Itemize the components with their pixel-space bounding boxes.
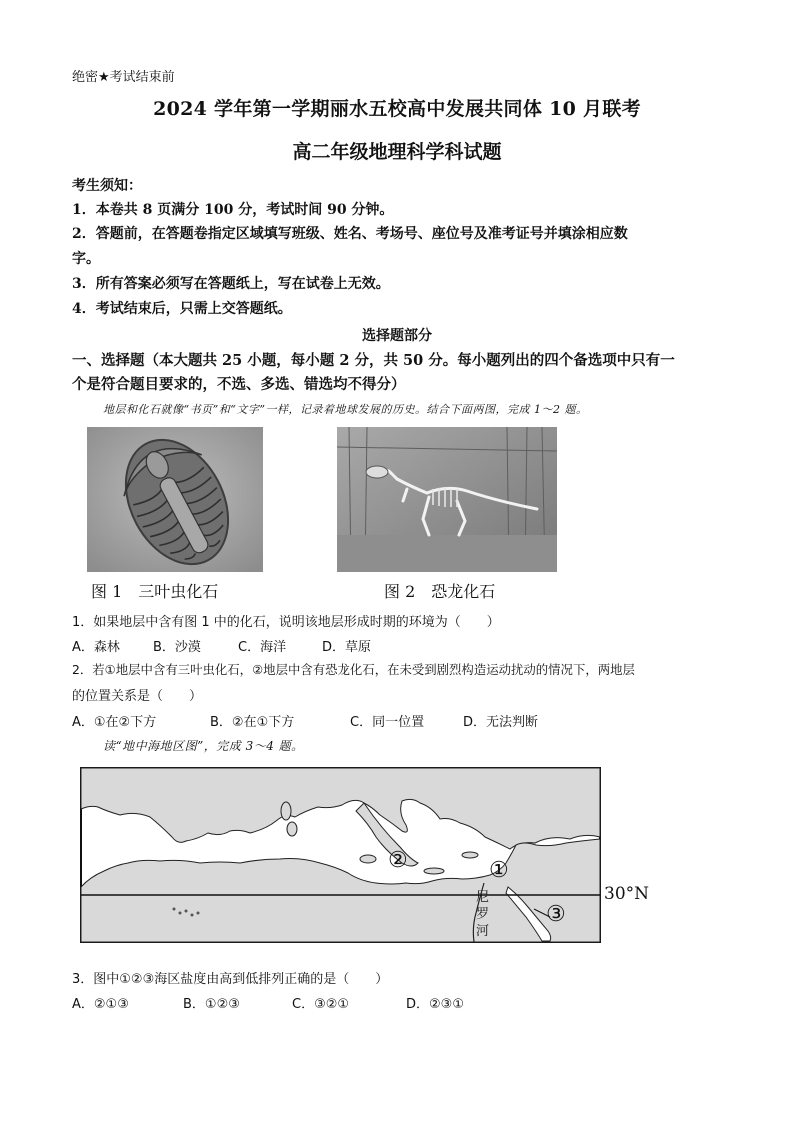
q3-option-b: B．①②③ — [183, 997, 240, 1012]
intro-q1-2: 地层和化石就像“书页”和“文字”一样，记录着地球发展的历史。结合下面两图，完成 1～2 题。 — [103, 403, 588, 416]
nile-char-2: 罗 — [476, 907, 490, 922]
notice-item-1: 1．本卷共 8 页满分 100 分，考试时间 90 分钟。 — [72, 202, 394, 218]
q1-option-c: C．海洋 — [238, 640, 287, 655]
section-title: 选择题部分 — [362, 328, 432, 344]
q1-option-a: A．森林 — [72, 640, 120, 655]
fig2-caption: 图 2 恐龙化石 — [384, 582, 496, 601]
q3-stem: 3．图中①②③海区盐度由高到低排列正确的是（ ） — [72, 972, 389, 987]
q2-option-a: A．①在②下方 — [72, 715, 157, 730]
q2-option-b: B．②在①下方 — [210, 715, 295, 730]
latitude-30n-label: 30°N — [604, 884, 650, 904]
fig1-caption: 图 1 三叶虫化石 — [91, 582, 219, 601]
trilobite-fossil-image — [87, 427, 263, 572]
q2-stem-2: 的位置关系是（ ） — [72, 689, 203, 704]
q2-option-c: C．同一位置 — [350, 715, 425, 730]
intro-q3-4: 读“地中海地区图”，完成 3～4 题。 — [103, 739, 304, 753]
map-label-3: ③ — [546, 902, 566, 927]
mc-instruction-2: 个是符合题目要求的，不选、多选、错选均不得分） — [72, 376, 406, 393]
nile-char-3: 河 — [476, 924, 490, 939]
notice-item-2: 2．答题前，在答题卷指定区域填写班级、姓名、考场号、座位号及准考证号并填涂相应数 — [72, 226, 628, 242]
q1-option-b: B．沙漠 — [153, 640, 201, 655]
q2-stem-1: 2．若①地层中含有三叶虫化石，②地层中含有恐龙化石，在未受到剧烈构造运动扰动的情况下，两地层 — [72, 662, 635, 677]
exam-title: 2024 学年第一学期丽水五校高中发展共同体 10 月联考 — [153, 98, 641, 120]
notice-heading: 考生须知： — [72, 178, 142, 194]
notice-item-3: 3．所有答案必须写在答题纸上，写在试卷上无效。 — [72, 276, 390, 292]
mediterranean-map — [80, 767, 655, 947]
confidential-mark: 绝密★考试结束前 — [72, 70, 175, 85]
q3-option-d: D．②③① — [406, 997, 464, 1012]
notice-item-2-cont: 字。 — [72, 251, 100, 267]
q3-option-c: C．③②① — [292, 997, 350, 1012]
map-label-2: ② — [388, 848, 408, 873]
q3-option-a: A．②①③ — [72, 997, 129, 1012]
q2-option-d: D．无法判断 — [463, 715, 539, 730]
notice-item-4: 4．考试结束后，只需上交答题纸。 — [72, 301, 292, 317]
mc-instruction-1: 一、选择题（本大题共 25 小题，每小题 2 分，共 50 分。每小题列出的四个备选项中只有一 — [72, 352, 675, 369]
q1-option-d: D．草原 — [322, 640, 372, 655]
dinosaur-fossil-image — [337, 427, 557, 572]
nile-char-1: 尼 — [476, 890, 490, 905]
q1-stem: 1．如果地层中含有图 1 中的化石，说明该地层形成时期的环境为（ ） — [72, 615, 500, 630]
exam-subtitle: 高二年级地理科学科试题 — [292, 141, 502, 163]
map-label-1: ① — [489, 858, 509, 883]
